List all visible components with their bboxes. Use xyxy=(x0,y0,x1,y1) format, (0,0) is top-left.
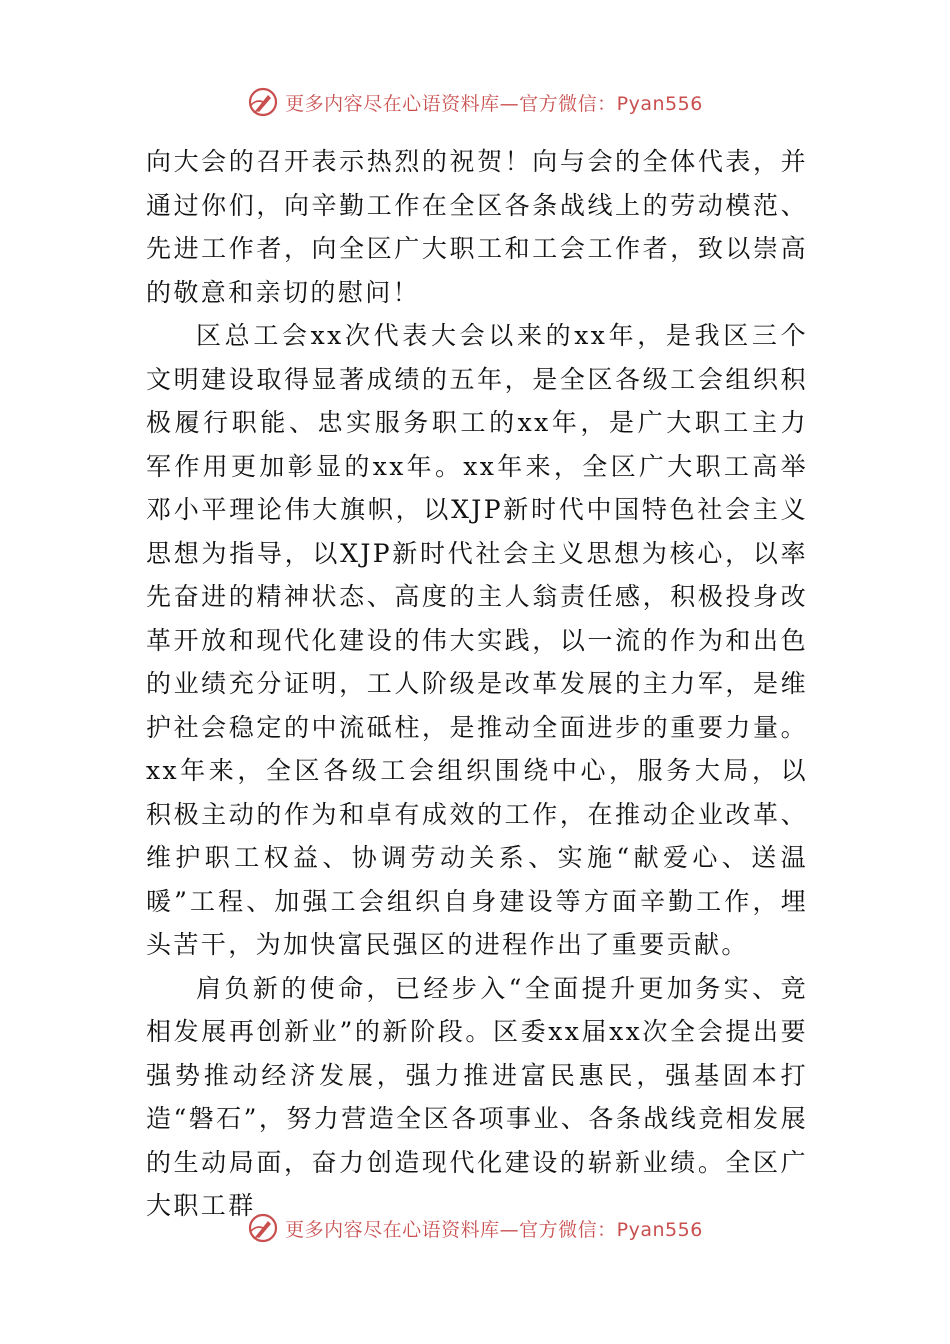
paragraph-1: 向大会的召开表示热烈的祝贺！向与会的全体代表，并通过你们，向辛勤工作在全区各条战线上的劳动模范、先进工作者，向全区广大职工和工会工作者，致以崇高的敬意和亲切的慰问！ xyxy=(146,147,808,307)
document-body xyxy=(146,140,808,1228)
paragraph-3: 肩负新的使命，已经步入“全面提升更加务实、竞相发展再创新业”的新阶段。区委xx届xx次全会提出要强势推动经济发展，强力推进富民惠民，强基固本打造“磐石”，努力营造全区各项事业、各条战线竞相发展的生动局面，奋力创造现代化建设的崭新业绩。全区广大职工群 xyxy=(146,973,808,1220)
paragraph-2: 区总工会xx次代表大会以来的xx年，是我区三个文明建设取得显著成绩的五年，是全区各级工会组织积极履行职能、忠实服务职工的xx年，是广大职工主力军作用更加彰显的xx年。xx年来，全区广大职工高举邓小平理论伟大旗帜，以XJP新时代中国特色社会主义思想为指导，以XJP新时代社会主义思想为核心，以率先奋进的精神状态、高度的主人翁责任感，积极投身改革开放和现代化建设的伟大实践，以一流的作为和出色的业绩充分证明，工人阶级是改革发展的主力军，是维护社会稳定的中流砥柱，是推动全面进步的重要力量。xx年来，全区各级工会组织围绕中心，服务大局，以积极主动的作为和卓有成效的工作，在推动企业改革、维护职工权益、协调劳动关系、实施“献爱心、送温暖”工程、加强工会组织自身建设等方面辛勤工作，埋头苦干，为加快富民强区的进程作出了重要贡献。 xyxy=(146,321,808,959)
header-banner xyxy=(0,82,950,122)
footer-banner xyxy=(0,1208,950,1248)
pen-nib-logo-icon xyxy=(247,1212,279,1244)
footer-banner-text: 更多内容尽在心语资料库—官方微信：Pyan556 xyxy=(285,1218,703,1241)
header-banner-text: 更多内容尽在心语资料库—官方微信：Pyan556 xyxy=(285,92,703,115)
pen-nib-logo-icon xyxy=(247,86,279,118)
